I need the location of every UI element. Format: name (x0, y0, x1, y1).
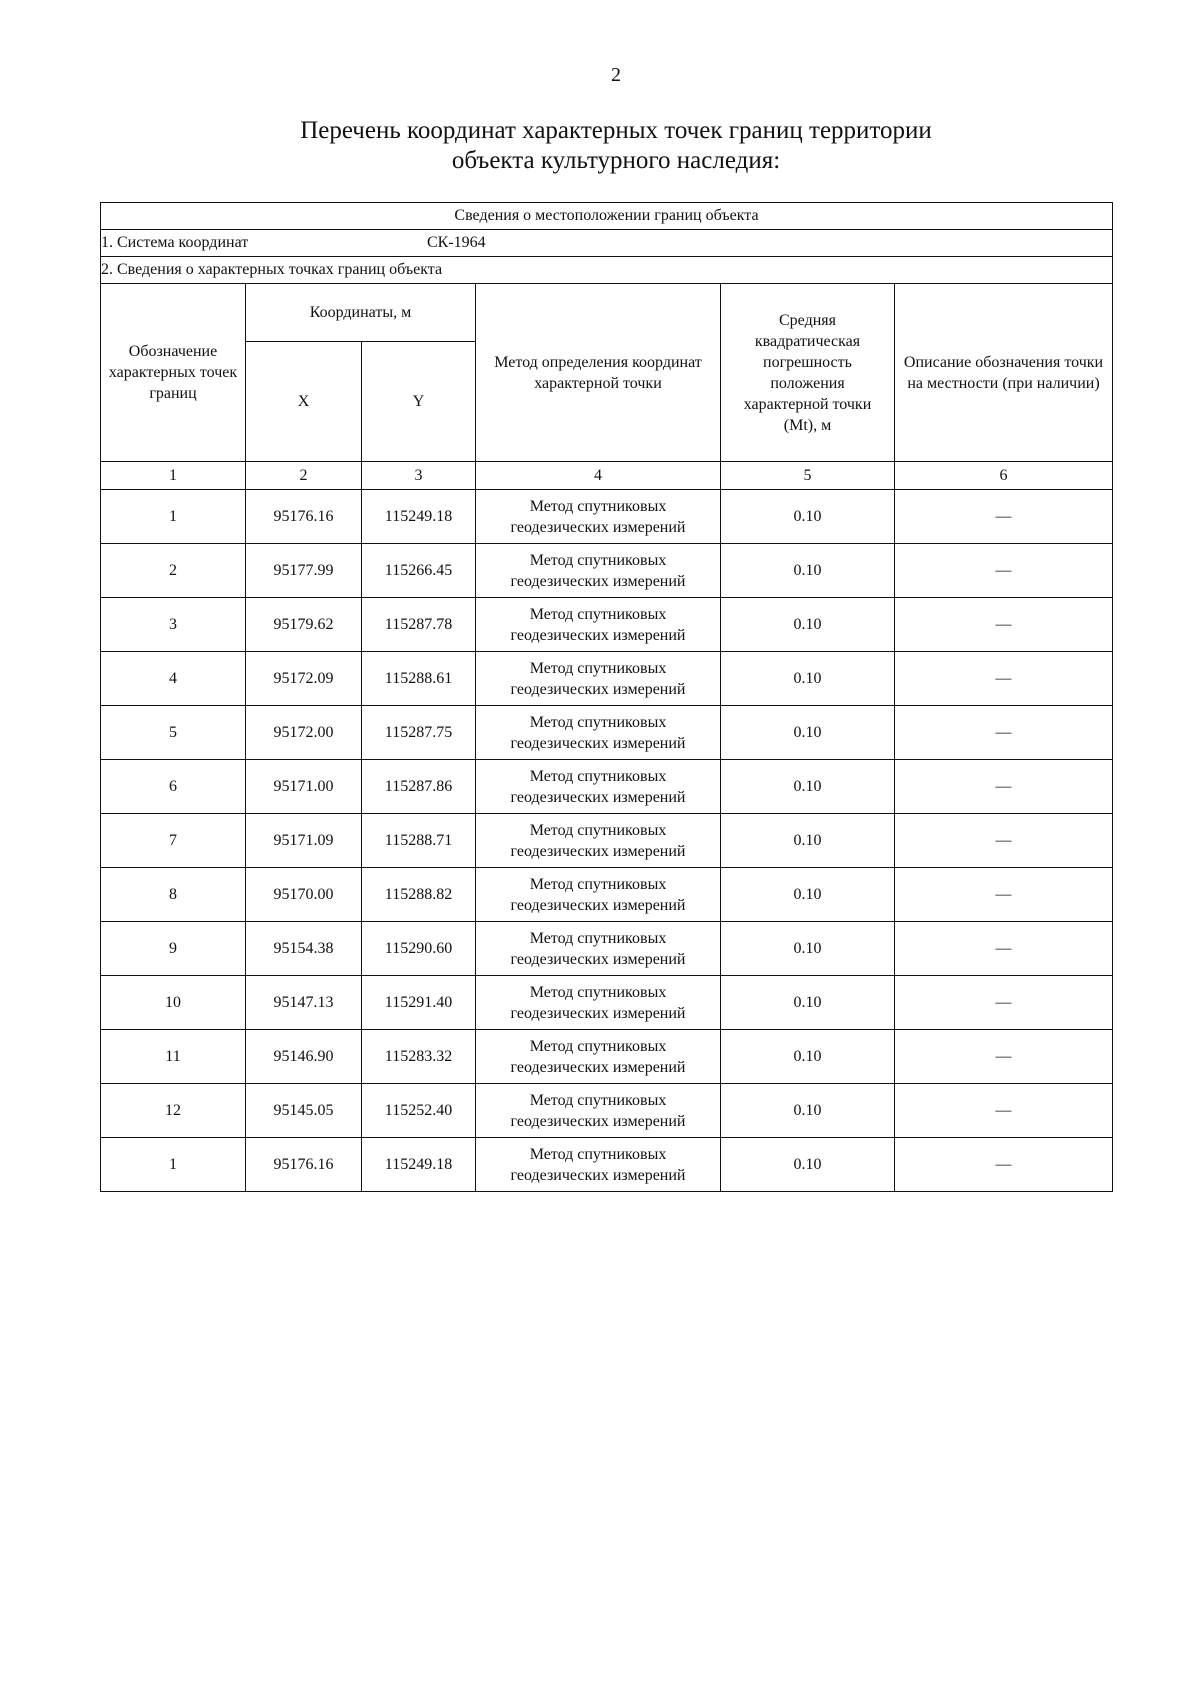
coord-y: 115266.45 (362, 544, 476, 598)
column-numbers-row (101, 462, 1113, 490)
coord-y: 115249.18 (362, 490, 476, 544)
coord-y: 115287.78 (362, 598, 476, 652)
table-row (101, 1084, 1113, 1138)
coord-x: 95154.38 (246, 922, 362, 976)
table-row (101, 922, 1113, 976)
coord-x: 95170.00 (246, 868, 362, 922)
accuracy-value: 0.10 (721, 976, 895, 1030)
coord-y: 115252.40 (362, 1084, 476, 1138)
point-id: 6 (101, 760, 246, 814)
accuracy-value: 0.10 (721, 544, 895, 598)
coord-y: 115287.75 (362, 706, 476, 760)
accuracy-value: 0.10 (721, 652, 895, 706)
method-line-1: Метод спутниковых (529, 551, 667, 569)
coord-x: 95145.05 (246, 1084, 362, 1138)
coord-x: 95172.09 (246, 652, 362, 706)
table-row (101, 868, 1113, 922)
point-description: — (895, 976, 1113, 1030)
method-line-2: геодезических измерений (510, 1058, 686, 1076)
method-line-2: геодезических измерений (510, 896, 686, 914)
column-number: 2 (246, 462, 362, 490)
method-cell (476, 652, 721, 706)
table-row (101, 706, 1113, 760)
method-line-1: Метод спутниковых (529, 605, 667, 623)
table-row (101, 814, 1113, 868)
accuracy-value: 0.10 (721, 1084, 895, 1138)
header-description: Описание обозначения точки на местности (при наличии) (895, 284, 1113, 462)
coord-y: 115288.82 (362, 868, 476, 922)
method-line-1: Метод спутниковых (529, 713, 667, 731)
table-row (101, 976, 1113, 1030)
accuracy-value: 0.10 (721, 760, 895, 814)
accuracy-value: 0.10 (721, 1030, 895, 1084)
method-line-1: Метод спутниковых (529, 497, 667, 515)
point-id: 2 (101, 544, 246, 598)
point-id: 11 (101, 1030, 246, 1084)
accuracy-value: 0.10 (721, 1138, 895, 1192)
point-id: 10 (101, 976, 246, 1030)
method-cell (476, 706, 721, 760)
method-line-1: Метод спутниковых (529, 983, 667, 1001)
method-cell (476, 760, 721, 814)
method-line-2: геодезических измерений (510, 1112, 686, 1130)
coord-x: 95146.90 (246, 1030, 362, 1084)
coord-y: 115288.71 (362, 814, 476, 868)
coordinate-system-value: СК-1964 (427, 234, 486, 251)
method-line-1: Метод спутниковых (529, 875, 667, 893)
point-description: — (895, 652, 1113, 706)
point-description: — (895, 544, 1113, 598)
point-id: 5 (101, 706, 246, 760)
method-line-1: Метод спутниковых (529, 929, 667, 947)
column-number: 4 (476, 462, 721, 490)
column-number: 6 (895, 462, 1113, 490)
header-designation: Обозначение характерных точек границ (101, 284, 246, 462)
point-id: 8 (101, 868, 246, 922)
point-description: — (895, 706, 1113, 760)
accuracy-value: 0.10 (721, 706, 895, 760)
method-cell (476, 1030, 721, 1084)
coord-y: 115287.86 (362, 760, 476, 814)
method-line-1: Метод спутниковых (529, 1037, 667, 1055)
table-row (101, 1030, 1113, 1084)
method-line-2: геодезических измерений (510, 518, 686, 536)
method-line-1: Метод спутниковых (529, 1091, 667, 1109)
coord-y: 115290.60 (362, 922, 476, 976)
accuracy-value: 0.10 (721, 922, 895, 976)
column-number: 5 (721, 462, 895, 490)
table-row (101, 1138, 1113, 1192)
method-line-2: геодезических измерений (510, 788, 686, 806)
coord-x: 95147.13 (246, 976, 362, 1030)
point-id: 3 (101, 598, 246, 652)
point-description: — (895, 814, 1113, 868)
point-description: — (895, 922, 1113, 976)
method-cell (476, 544, 721, 598)
method-line-2: геодезических измерений (510, 842, 686, 860)
table-row (101, 598, 1113, 652)
header-y: Y (362, 342, 476, 462)
coord-x: 95171.00 (246, 760, 362, 814)
method-line-1: Метод спутниковых (529, 1145, 667, 1163)
header-coordinates: Координаты, м (246, 284, 476, 342)
header-accuracy: Средняя квадратическая погрешность положения характерной точки (Mt), м (721, 284, 895, 462)
method-cell (476, 814, 721, 868)
method-line-2: геодезических измерений (510, 626, 686, 644)
accuracy-value: 0.10 (721, 490, 895, 544)
coord-x: 95176.16 (246, 490, 362, 544)
document-title (0, 116, 1200, 176)
table-row (101, 652, 1113, 706)
header-method: Метод определения координат характерной точки (476, 284, 721, 462)
points-section-title: 2. Сведения о характерных точках границ объекта (101, 257, 1113, 284)
page-number: 2 (611, 64, 621, 86)
method-line-2: геодезических измерений (510, 680, 686, 698)
coord-x: 95176.16 (246, 1138, 362, 1192)
method-line-2: геодезических измерений (510, 572, 686, 590)
point-id: 4 (101, 652, 246, 706)
coord-x: 95177.99 (246, 544, 362, 598)
point-description: — (895, 760, 1113, 814)
coordinate-system-label: 1. Система координат (101, 234, 249, 251)
table-row (101, 544, 1113, 598)
header-x: X (246, 342, 362, 462)
coord-x: 95171.09 (246, 814, 362, 868)
column-number: 1 (101, 462, 246, 490)
point-description: — (895, 1084, 1113, 1138)
method-line-2: геодезических измерений (510, 1004, 686, 1022)
method-line-2: геодезических измерений (510, 1166, 686, 1184)
method-line-1: Метод спутниковых (529, 821, 667, 839)
method-line-1: Метод спутниковых (529, 659, 667, 677)
title-line-1: Перечень координат характерных точек границ территории (300, 117, 932, 144)
point-id: 9 (101, 922, 246, 976)
column-number: 3 (362, 462, 476, 490)
method-line-2: геодезических измерений (510, 734, 686, 752)
method-cell (476, 1084, 721, 1138)
point-description: — (895, 598, 1113, 652)
coord-x: 95172.00 (246, 706, 362, 760)
point-description: — (895, 1030, 1113, 1084)
point-description: — (895, 490, 1113, 544)
method-cell (476, 976, 721, 1030)
accuracy-value: 0.10 (721, 814, 895, 868)
accuracy-value: 0.10 (721, 868, 895, 922)
point-description: — (895, 868, 1113, 922)
coord-y: 115291.40 (362, 976, 476, 1030)
title-line-2: объекта культурного наследия: (451, 147, 781, 174)
point-id: 1 (101, 1138, 246, 1192)
coordinates-table (100, 202, 1113, 1192)
table-row (101, 760, 1113, 814)
point-id: 7 (101, 814, 246, 868)
point-id: 1 (101, 490, 246, 544)
method-line-1: Метод спутниковых (529, 767, 667, 785)
accuracy-value: 0.10 (721, 598, 895, 652)
method-cell (476, 868, 721, 922)
coord-y: 115283.32 (362, 1030, 476, 1084)
method-cell (476, 598, 721, 652)
method-line-2: геодезических измерений (510, 950, 686, 968)
coord-y: 115249.18 (362, 1138, 476, 1192)
table-caption: Сведения о местоположении границ объекта (101, 203, 1113, 230)
method-cell (476, 490, 721, 544)
method-cell (476, 1138, 721, 1192)
coord-y: 115288.61 (362, 652, 476, 706)
coordinate-system-row (101, 230, 1113, 257)
table-row (101, 490, 1113, 544)
method-cell (476, 922, 721, 976)
coord-x: 95179.62 (246, 598, 362, 652)
point-description: — (895, 1138, 1113, 1192)
point-id: 12 (101, 1084, 246, 1138)
